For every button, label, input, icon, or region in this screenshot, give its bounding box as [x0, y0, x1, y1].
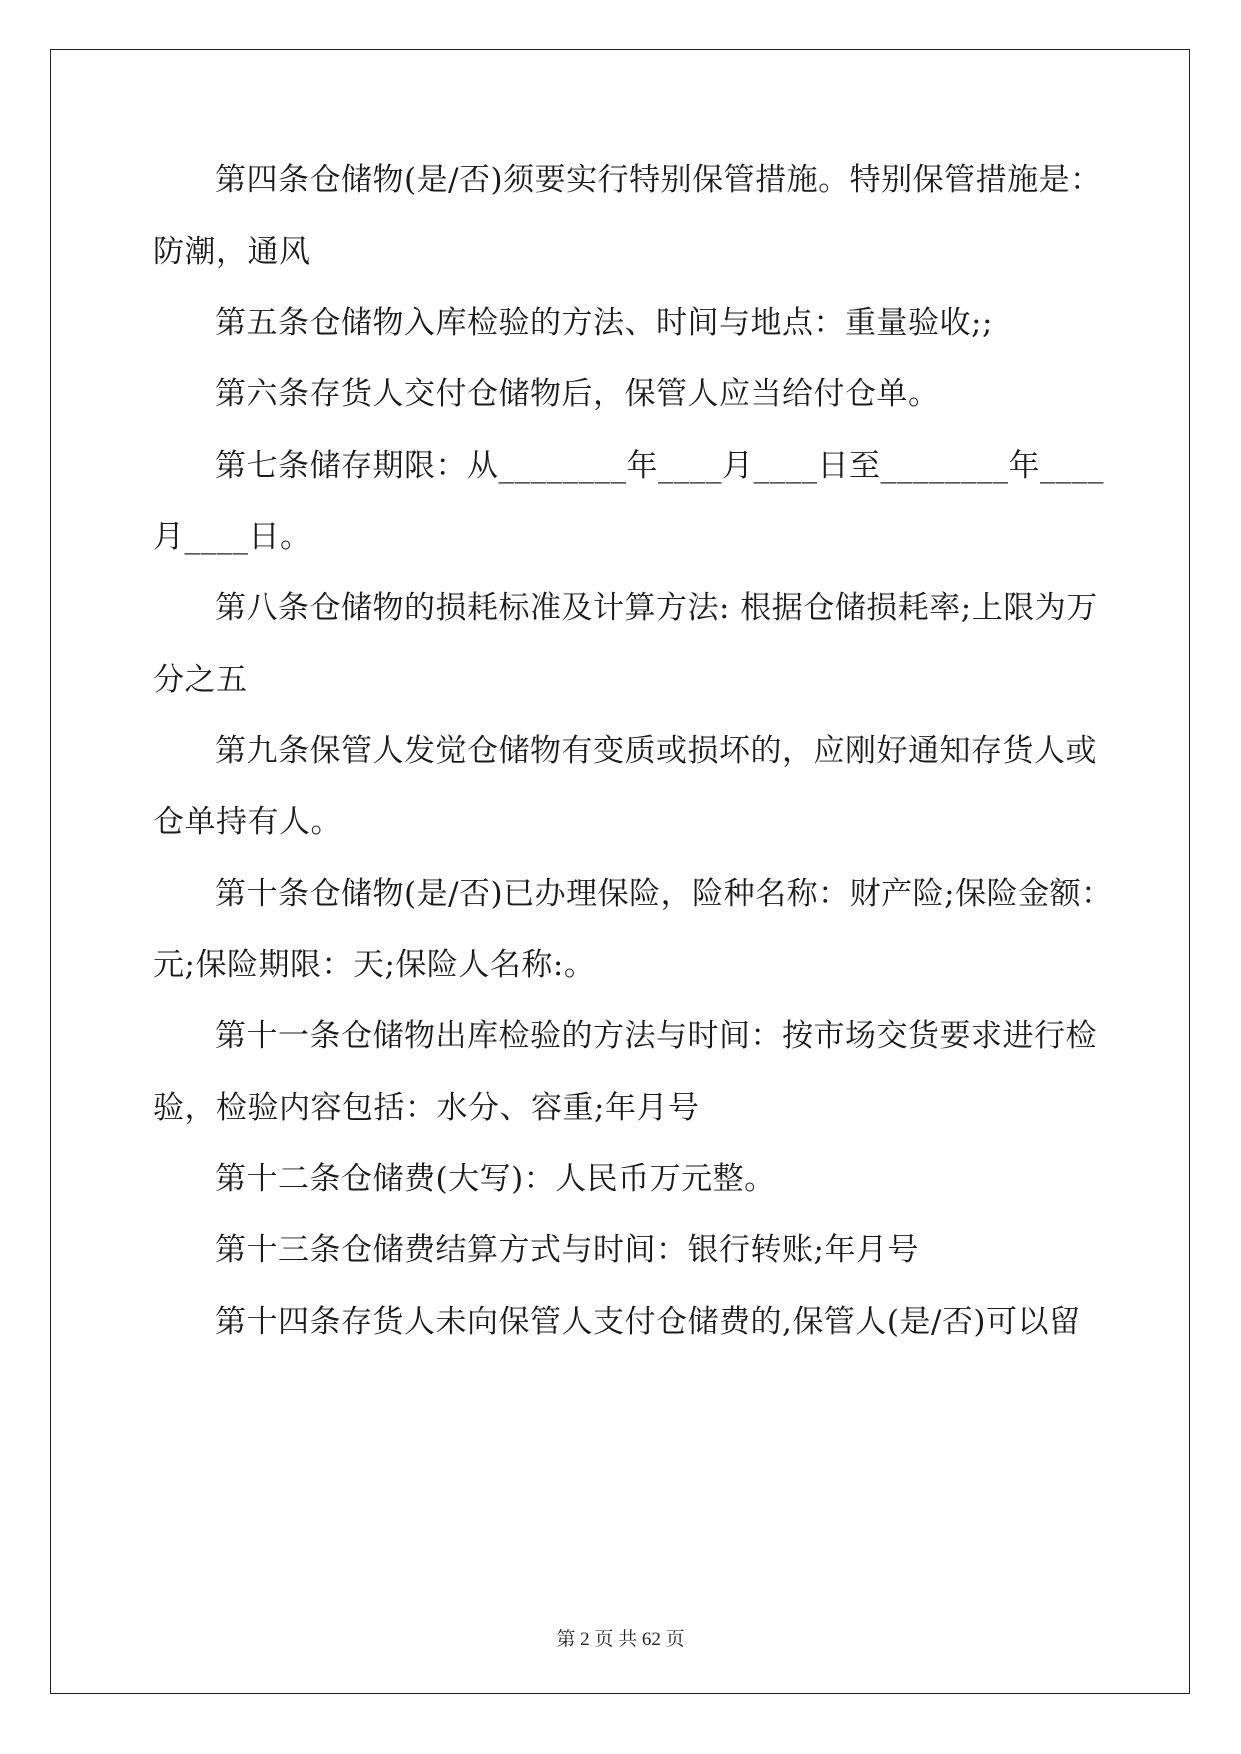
page-border — [50, 49, 1190, 1694]
paragraph-line: 验，检验内容包括：水分、容重;年月号 — [153, 1090, 700, 1126]
paragraph-line: 第十一条仓储物出库检验的方法与时间：按市场交货要求进行检 — [215, 1018, 1097, 1054]
paragraph-line: 第五条仓储物入库检验的方法、时间与地点：重量验收;; — [215, 305, 993, 341]
paragraph-line: 仓单持有人。 — [153, 804, 342, 840]
paragraph-line: 第六条存货人交付仓储物后，保管人应当给付仓单。 — [215, 376, 940, 412]
paragraph-line: 第十二条仓储费(大写)：人民币万元整。 — [215, 1161, 776, 1197]
paragraph-line: 第十四条存货人未向保管人支付仓储费的,保管人(是/否)可以留 — [215, 1304, 1081, 1340]
paragraph-line: 防潮，通风 — [153, 234, 311, 270]
paragraph-line: 第十条仓储物(是/否)已办理保险，险种名称：财产险;保险金额： — [215, 876, 1113, 912]
paragraph-line: 第八条仓储物的损耗标准及计算方法: 根据仓储损耗率;上限为万 — [215, 590, 1098, 626]
paragraph-line: 第四条仓储物(是/否)须要实行特别保管措施。特别保管措施是： — [215, 162, 1102, 198]
paragraph-line: 第九条保管人发觉仓储物有变质或损坏的，应刚好通知存货人或 — [215, 733, 1097, 769]
paragraph-line: 月____日。 — [153, 519, 312, 555]
paragraph-line: 分之五 — [153, 662, 248, 698]
page-number-footer: 第 2 页 共 62 页 — [556, 1629, 685, 1650]
paragraph-line: 第七条储存期限：从________年____月____日至________年____ — [215, 448, 1104, 484]
paragraph-line: 元;保险期限：天;保险人名称:。 — [153, 947, 596, 983]
paragraph-line: 第十三条仓储费结算方式与时间：银行转账;年月号 — [215, 1232, 919, 1268]
